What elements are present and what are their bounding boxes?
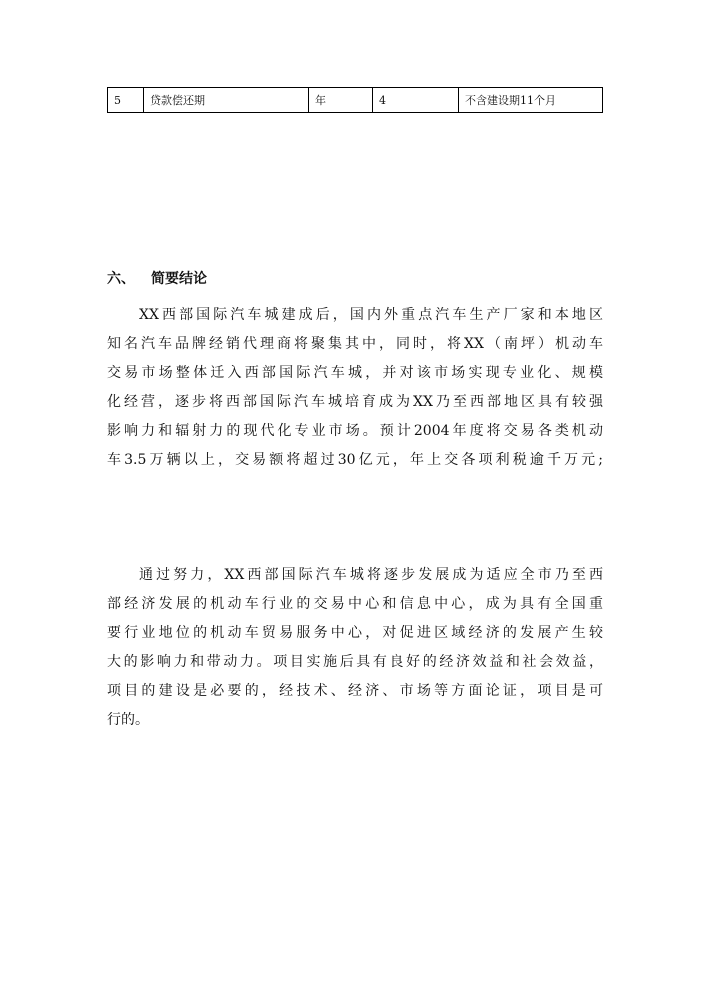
- conclusion-paragraph-2: [107, 561, 603, 735]
- section-title: 简要结论: [151, 271, 207, 287]
- paragraph-line: 车3.5万辆以上，交易额将超过30亿元，年上交各项利税逾千万元;: [107, 452, 603, 468]
- paragraph-line: 行的。: [107, 712, 149, 728]
- paragraph-line: 项目的建设是必要的，经技术、经济、市场等方面论证，项目是可: [107, 683, 603, 699]
- row-unit-cell: 年: [309, 88, 373, 112]
- section-heading: [107, 268, 207, 288]
- row-item-cell: 贷款偿还期: [144, 88, 309, 112]
- paragraph-line: 交易市场整体迁入西部国际汽车城，并对该市场实现专业化、规模: [107, 365, 603, 381]
- row-note-cell: 不含建设期11个月: [465, 94, 556, 107]
- row-value-cell: 4: [373, 88, 459, 112]
- paragraph-line: 大的影响力和带动力。项目实施后具有良好的经济效益和社会效益，: [107, 654, 603, 670]
- row-index-cell: 5: [108, 88, 144, 112]
- paragraph-line: 影响力和辐射力的现代化专业市场。预计2004年度将交易各类机动: [107, 423, 603, 439]
- paragraph-line: 部经济发展的机动车行业的交易中心和信息中心，成为具有全国重: [107, 596, 603, 612]
- paragraph-line: 知名汽车品牌经销代理商将聚集其中，同时，将XX（南坪）机动车: [107, 336, 603, 352]
- section-number: 六、: [107, 271, 135, 287]
- paragraph-line: 化经营，逐步将西部国际汽车城培育成为XX乃至西部地区具有较强: [107, 394, 603, 410]
- loan-table-row: [107, 87, 603, 113]
- paragraph-line: 要行业地位的机动车贸易服务中心，对促进区域经济的发展产生较: [107, 625, 603, 641]
- paragraph-line: XX西部国际汽车城建成后，国内外重点汽车生产厂家和本地区: [139, 307, 603, 323]
- conclusion-paragraph-1: [107, 301, 603, 475]
- paragraph-line: 通过努力，XX西部国际汽车城将逐步发展成为适应全市乃至西: [139, 567, 603, 583]
